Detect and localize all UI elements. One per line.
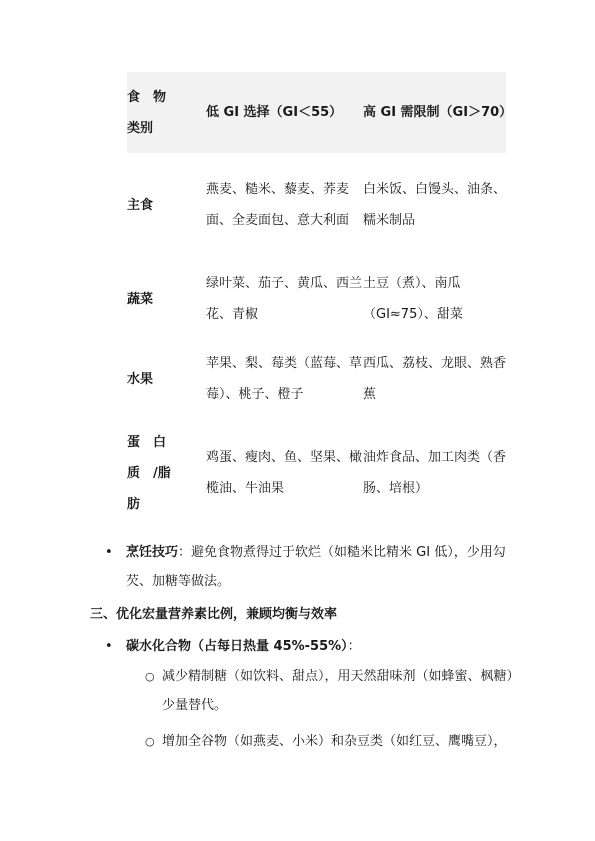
table-row (127, 417, 506, 529)
cooking-tip-label: 烹饪技巧 (126, 545, 179, 560)
high-gi-cell: 土豆（煮）、南瓜（GI≈75）、甜菜 (363, 276, 463, 322)
carb-label: 碳水化合物（占每日热量 45%-55%） (126, 639, 348, 654)
list-item (145, 727, 515, 756)
bullet-icon: • (105, 545, 113, 560)
carb-item (105, 632, 515, 661)
category-cell: 蔬菜 (127, 291, 154, 307)
table-row (127, 341, 506, 417)
category-cell-text: 蛋 白质 /脂肪 (127, 434, 171, 512)
list-item (145, 662, 515, 720)
carb-suffix: ： (347, 639, 361, 654)
bullet-icon: • (105, 639, 113, 654)
circle-bullet-icon: ○ (145, 670, 155, 683)
category-cell: 主食 (127, 197, 154, 213)
low-gi-cell: 鸡蛋、瘦肉、鱼、坚果、橄榄油、牛油果 (206, 450, 363, 496)
high-gi-cell: 西瓜、荔枝、龙眼、熟香蕉 (363, 356, 507, 402)
category-cell (127, 417, 206, 529)
header-food-category-text: 食 物类别 (127, 89, 167, 136)
header-food-category (127, 72, 206, 153)
list-item-text: 减少精制糖（如饮料、甜点），用天然甜味剂（如蜂蜜、枫糖）少量替代。 (162, 669, 514, 713)
section-heading: 三、优化宏量营养素比例，兼顾均衡与效率 (90, 607, 338, 622)
header-high-gi: 高 GI 需限制（GI＞70） (363, 105, 513, 120)
table-row (127, 153, 506, 257)
header-low-gi: 低 GI 选择（GI＜55） (206, 105, 343, 120)
high-gi-cell: 油炸食品、加工肉类（香肠、培根） (363, 450, 507, 496)
table-header-row (127, 72, 506, 153)
low-gi-cell: 燕麦、糙米、藜麦、荞麦面、全麦面包、意大利面 (206, 182, 350, 228)
low-gi-cell: 绿叶菜、茄子、黄瓜、西兰花、青椒 (206, 276, 363, 322)
table-row (127, 257, 506, 341)
list-item-text: 增加全谷物（如燕麦、小米）和杂豆类（如红豆、鹰嘴豆）， (162, 734, 507, 749)
gi-food-table (127, 72, 513, 529)
category-cell: 水果 (127, 371, 154, 387)
circle-bullet-icon: ○ (145, 735, 155, 748)
low-gi-cell: 苹果、梨、莓类（蓝莓、草莓）、桃子、橙子 (206, 356, 363, 402)
cooking-tip-item (105, 538, 515, 596)
cooking-tip-text: ：避免食物煮得过于软烂（如糙米比精米 GI 低），少用勾芡、加糖等做法。 (126, 545, 506, 589)
high-gi-cell: 白米饭、白馒头、油条、糯米制品 (363, 182, 507, 228)
